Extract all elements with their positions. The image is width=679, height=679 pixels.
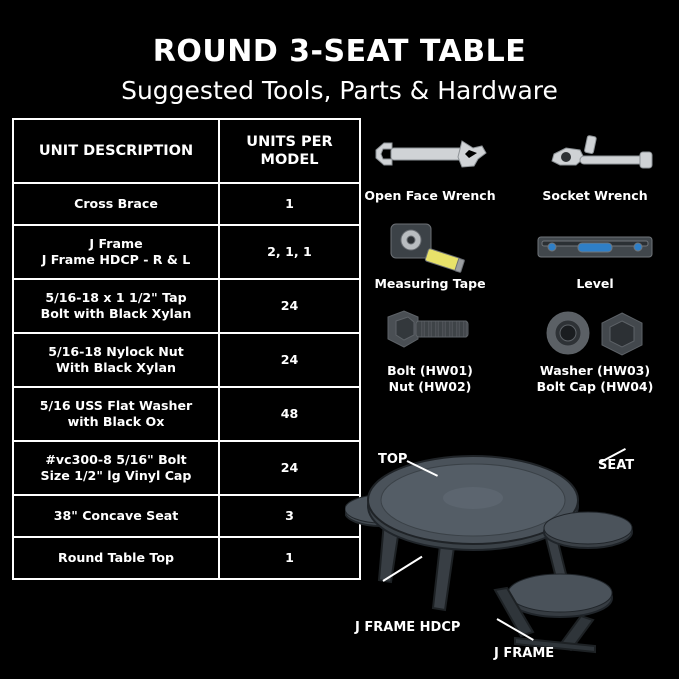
table-row [13, 225, 360, 279]
cell-description: Round Table Top [13, 537, 219, 579]
table-row [13, 441, 360, 495]
cell-description-line1: 5/16-18 Nylock Nut [48, 343, 184, 359]
cell-description-line1: 5/16 USS Flat Washer [39, 397, 193, 413]
table-row [13, 537, 360, 579]
tool-label-line2: Bolt Cap (HW04) [536, 378, 654, 394]
cell-description-line1: #vc300-8 5/16" Bolt [45, 451, 187, 467]
cell-description: 38" Concave Seat [13, 495, 219, 537]
socket-wrench-icon [515, 130, 675, 186]
measuring-tape-icon [355, 218, 505, 274]
column-header-units-line1: UNITS PER [246, 133, 333, 150]
parts-table [12, 118, 361, 580]
round-table-drawing [345, 440, 675, 675]
cell-description: Cross Brace [13, 183, 219, 225]
tool-washer-bolt-cap [515, 305, 675, 394]
cell-description-line1: 5/16-18 x 1 1/2" Tap [45, 289, 187, 305]
tool-bolt-nut [355, 305, 505, 394]
tool-label: Level [576, 276, 614, 291]
table-header-row [13, 119, 360, 183]
table-row [13, 387, 360, 441]
table-row [13, 495, 360, 537]
cell-units: 1 [219, 537, 360, 579]
column-header-unit-description: UNIT DESCRIPTION [13, 119, 219, 183]
level-icon [515, 218, 675, 274]
page-subtitle: Suggested Tools, Parts & Hardware [121, 76, 558, 105]
cell-description-line2: with Black Ox [67, 414, 165, 429]
bolt-nut-icon [355, 305, 505, 361]
table-row [13, 333, 360, 387]
cell-units: 2, 1, 1 [219, 225, 360, 279]
callout-j-frame: J FRAME [494, 646, 555, 661]
cell-units: 1 [219, 183, 360, 225]
cell-description-line2: With Black Xylan [56, 360, 176, 375]
tool-open-face-wrench [355, 130, 505, 204]
table-row [13, 183, 360, 225]
tool-label-line1: Bolt (HW01) [387, 363, 473, 378]
tool-label-line1: Washer (HW03) [539, 363, 651, 378]
washer-boltcap-icon [515, 305, 675, 361]
cell-units: 24 [219, 441, 360, 495]
cell-description [13, 333, 219, 387]
cell-units: 24 [219, 333, 360, 387]
tool-measuring-tape [355, 218, 505, 292]
table-body [13, 183, 360, 579]
cell-description-line2: Size 1/2" lg Vinyl Cap [40, 468, 192, 483]
page-title: ROUND 3-SEAT TABLE [152, 34, 527, 69]
cell-description-line2: J Frame HDCP - R & L [41, 252, 191, 267]
callout-top: TOP [378, 452, 408, 467]
table-head [13, 119, 360, 183]
cell-description-line1: J Frame [89, 235, 143, 251]
tool-socket-wrench [515, 130, 675, 204]
product-illustration [345, 440, 675, 675]
cell-description [13, 279, 219, 333]
open-face-wrench-icon [355, 130, 505, 186]
column-header-units-line2: MODEL [260, 152, 319, 168]
tool-level [515, 218, 675, 292]
tool-label: Socket Wrench [542, 188, 648, 203]
cell-units: 48 [219, 387, 360, 441]
callout-j-frame-hdcp: J FRAME HDCP [355, 620, 461, 635]
table-row [13, 279, 360, 333]
cell-description-line2: Bolt with Black Xylan [40, 306, 192, 321]
cell-units: 3 [219, 495, 360, 537]
tool-label-line2: Nut (HW02) [388, 378, 472, 394]
callout-seat: SEAT [598, 458, 635, 473]
tool-label [355, 363, 505, 394]
tool-label: Measuring Tape [374, 276, 486, 291]
cell-description [13, 225, 219, 279]
cell-units: 24 [219, 279, 360, 333]
tool-label: Open Face Wrench [364, 188, 496, 203]
cell-description [13, 387, 219, 441]
column-header-units-per-model [219, 119, 360, 183]
cell-description [13, 441, 219, 495]
tool-label [515, 363, 675, 394]
